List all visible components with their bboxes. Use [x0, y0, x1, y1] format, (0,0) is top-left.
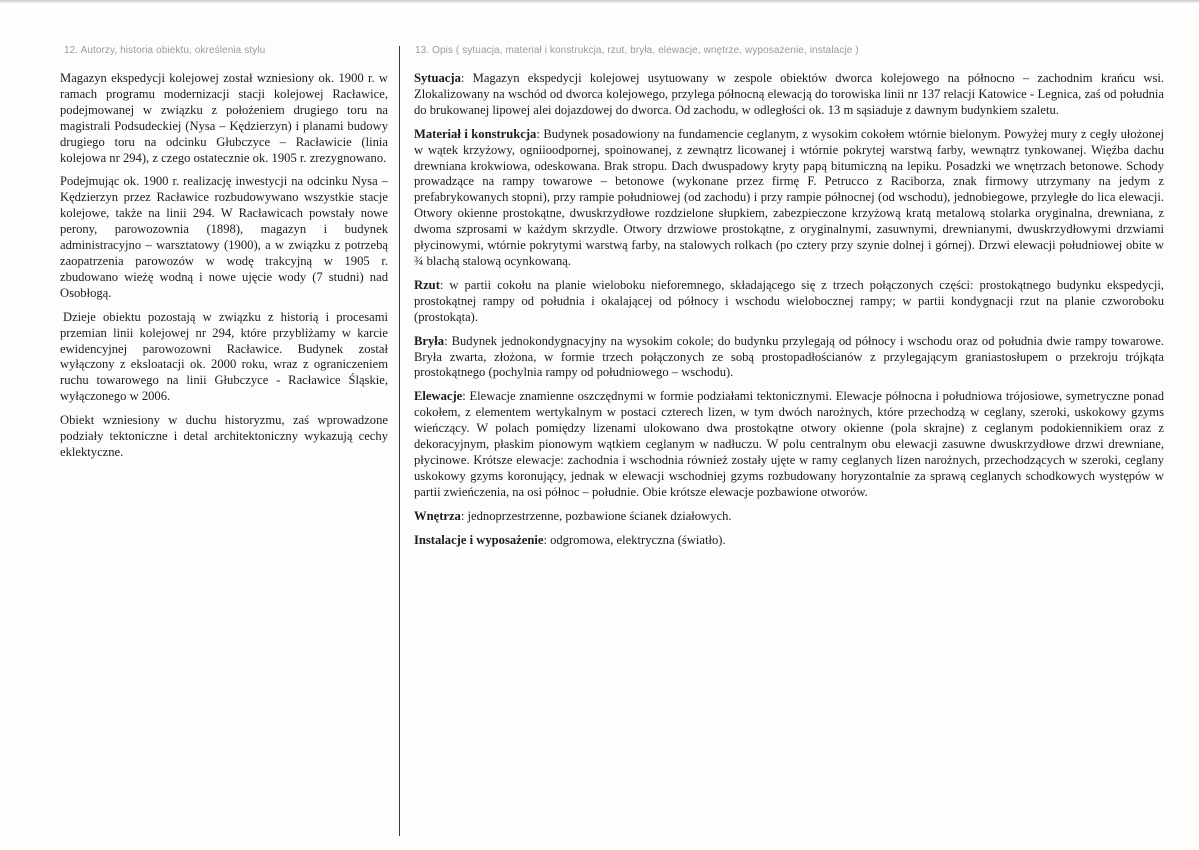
section-sytuacja: [414, 71, 1164, 119]
history-paragraph-2: Podejmując ok. 1900 r. realizację inwestycji na odcinku Nysa – Kędzierzyn przez Racławice rozbudowywano wszystkie stacje kolejowe, także na linii 294. W Racławicach powstały nowe perony, parowozownia (1898), magazyn i budynek administracyjno – warsztatowy (1900), a w związku z potrzebą zaopatrzenia parowozów w wodę trakcyjną w 1905 r. zbudowano wieżę wodną i nowe ujęcie wody (7 studni) nad Osobłogą.: [60, 174, 388, 300]
section-wnetrza-text: : jednoprzestrzenne, pozbawione ścianek działowych.: [460, 508, 732, 523]
description-column: [414, 71, 1164, 556]
section-instalacje-label: Instalacje i wyposażenie: [414, 532, 544, 547]
column-divider: [399, 46, 400, 836]
section-rzut-text: : w partii cokołu na planie wieloboku nieforemnego, składającego się z trzech połączonych części: prostokątnego budynku ekspedycji, prostokątnej rampy od południa i okalającej od północy i wschodu wielobocznej rampy; w partii kondygnacji rzut na planie czworoboku (prostokąta).: [414, 277, 1164, 324]
section-instalacje: [414, 533, 1164, 549]
section-bryla-label: Bryła: [414, 333, 445, 348]
section-material-text: : Budynek posadowiony na fundamencie ceglanym, z wysokim cokołem wtórnie bielonym. Powyżej mury z cegły ułożonej w wątek krzyżowy, ogniioodpornej, spoinowanej, z zewnątrz licowanej i wtórnie pokrytej warstwą farby, wewnątrz tynkowanej. Więźba dachu drewniana krokwiowa, odeskowana. Brak stropu. Dach dwuspadowy kryty papą bitumiczną na lepiku. Posadzki we wnętrzach betonowe. Schody prowadzące na rampy towarowe – betonowe (wykonane przez firmę F. Petrucco z Raciborza, znak firmowy utrzymany na jedym z prefabrykowanych stopni), przy rampie południowej (od zachodu) i przy rampie północnej (od wschodu), jednobiegowe, przyległe do lica elewacji. Otwory okienne prostokątne, dwuskrzydłowe rozdzielone słupkiem, zabezpieczone krzyżową kratą metalową stolarka oryginalna, drewniana, z dwoma szprosami w każdym skrzydle. Otwory drzwiowe prostokątne, z oryginalnymi, zasuwnymi, drewnianymi, dwuskrzydłowymi drzwiami płycinowymi, wtórnie pokrytymi warstwą farby, na stalowych rolkach (po cztery przy szynie dolnej i górnej). Drzwi elewacji południowej obite w ¾ blachą stalową ocynkowaną.: [414, 126, 1164, 268]
section-rzut-label: Rzut: [414, 277, 440, 292]
scan-edge: [0, 0, 1199, 3]
section-bryla-text: : Budynek jednokondygnacyjny na wysokim cokole; do budynku przylegają od północy i wschodu oraz od południa dwie rampy towarowe. Bryła zwarta, złożona, w formie trzech połączonych ze sobą prostopadłościanów z przylegającym graniastosłupem o przekroju trójkąta prostokątnego (pochylnia rampy od południowego – wschodu).: [414, 333, 1164, 380]
section-elewacje: [414, 389, 1164, 500]
section-sytuacja-text: : Magazyn ekspedycji kolejowej usytuowany w zespole obiektów dworca kolejowego na północno – zachodnim krańcu wsi. Zlokalizowany na wschód od dworca kolejowego, przylega północną elewacją do torowiska linii nr 137 relacji Katowice - Legnica, zaś od południa do brukowanej lipowej alei dojazdowej do dworca. Od zachodu, w odległości ok. 13 m sąsiaduje z dawnym budynkiem szaletu.: [414, 71, 1164, 117]
section-rzut: [414, 278, 1164, 326]
section-wnetrza: [414, 509, 1164, 525]
section-wnetrza-label: Wnętrza: [414, 508, 461, 523]
section-material-label: Materiał i konstrukcja: [414, 126, 537, 141]
section-elewacje-label: Elewacje: [414, 389, 463, 404]
section-material: [414, 127, 1164, 270]
section-elewacje-text: : Elewacje znamienne oszczędnymi w formie podziałami tektonicznymi. Elewacje północna i południowa trójosiowe, symetryczne ponad cokołem, z elementem wertykalnym w postaci czterech lizen, w tym dwóch narożnych, które przechodzą w ceglany, szeroki, uskokowy gzyms wieńczący. W polach pomiędzy lizenami ulokowano dwa prostokątne otwory okienne (pola skrajne) z ceglanym podokiennikiem oraz z dekoracyjnym, płaskim pionowym wątkiem ceglanym w nadłuczu. W polu centralnym obu elewacji zasuwne dwuskrzydłowe drzwi drewniane, płycinowe. Krótsze elewacje: zachodnia i wschodnia również zostały ujęte w ramy ceglanych lizen narożnych, przechodzących w szeroki, ceglany uskokowy gzyms koronujący, jednak w elewacji wschodniej gzyms rozbudowany horyzontalnie za sprawą ceglanych schodkowych występów w partii zwieńczenia, na osi północ – południe. Obie krótsze elewacje pozbawione otworów.: [414, 389, 1164, 499]
section-bryla: [414, 334, 1164, 382]
history-column: [60, 71, 388, 469]
history-paragraph-3: Dzieje obiektu pozostają w związku z historią i procesami przemian linii kolejowej nr 294, które przybliżamy w karcie ewidencyjnej parowozowni Racławice. Budynek został wyłączony z eksloatacji ok. 2000 roku, wraz z ograniczeniem ruchu towarowego na linii Głubczyce - Racławice Śląskie, wyłączonego w 2006.: [60, 309, 388, 404]
section-sytuacja-label: Sytuacja: [414, 71, 461, 85]
section-instalacje-text: : odgromowa, elektryczna (światło).: [543, 532, 726, 547]
section-12-heading: 12. Autorzy, historia obiektu, określenia stylu: [64, 45, 266, 56]
history-paragraph-1: Magazyn ekspedycji kolejowej został wzniesiony ok. 1900 r. w ramach programu modernizacji stacji kolejowej Racławice, podejmowanej w związku z położeniem drugiego toru na magistrali Podsudeckiej (Nysa – Kędzierzyn) i planami budowy drugiego toru na odcinku Głubczyce – Racławicie (linia kolejowa nr 294), z czego ostatecznie ok. 1905 r. zrezygnowano.: [60, 71, 388, 165]
section-13-heading: 13. Opis ( sytuacja, materiał i konstrukcja, rzut, bryła, elewacje, wnętrze, wyposażenie, instalacje ): [415, 45, 859, 56]
history-paragraph-4: Obiekt wzniesiony w duchu historyzmu, zaś wprowadzone podziały tektoniczne i detal architektoniczny wykazują cechy eklektyczne.: [60, 413, 388, 459]
